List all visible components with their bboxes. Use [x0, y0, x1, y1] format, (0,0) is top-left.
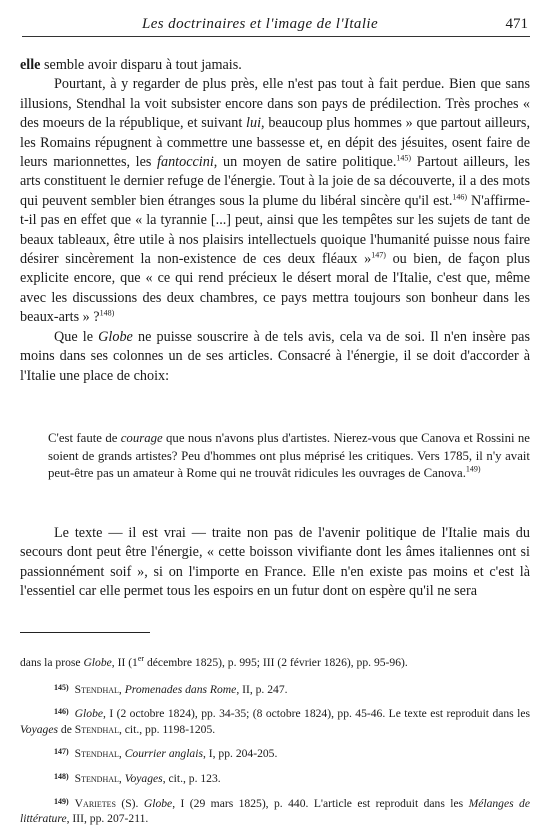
- paragraph-2: [20, 75, 530, 327]
- footnote-title: Mélanges de littérature: [20, 796, 530, 826]
- quote-paragraph: [48, 430, 530, 483]
- text-span: Que le: [54, 328, 99, 345]
- text-span: Partout ailleurs, les arts constituent le dernier refuge de l'énergie. Tout à la joie de sa découverte, il a des mots qui peuvent sembler bien étranges sous la plume du libéral sincère qu'il est.: [20, 154, 530, 209]
- text-span: , beaucoup plus hommes » que partout ailleurs, les Romains répugnent à commettre une bassesse et, en dépit des jésuites, osent faire de leurs marionnettes, les: [20, 115, 530, 171]
- text-span: N'affirme-t-il pas en effet que « la tyrannie [...] peut, ainsi que les tempêtes sur les sujets de tant de beaux tableaux, être utile à nos plaisirs intellectuels quoique l'humanité puisse nous faire désirer sincèrement la non-existence de ces deux fléaux »: [20, 192, 531, 268]
- footnote-author: Stendhal: [74, 722, 119, 736]
- text-span: , I (29 mars 1825), p. 440. L'article est reproduit dans les: [172, 796, 469, 810]
- text-span: , cit., pp. 1198-1205.: [118, 722, 216, 736]
- paragraph-1: [20, 56, 530, 75]
- text-span: semble avoir disparu à tout jamais.: [40, 57, 242, 73]
- text-span: , II, p. 247.: [236, 682, 288, 696]
- footnote-number: 147): [54, 747, 69, 757]
- footnote-ref-146: 146): [452, 192, 468, 202]
- footnote-author: Stendhal: [74, 771, 119, 785]
- footnotes: [20, 655, 530, 834]
- footnote-number: 149): [54, 796, 69, 806]
- footnote-number: 148): [54, 771, 69, 781]
- running-header: [22, 14, 530, 37]
- italic-span: lui: [246, 115, 262, 132]
- footnote-146: [20, 704, 530, 737]
- text-span: , III, pp. 207-211.: [66, 812, 149, 826]
- block-quote: [48, 430, 530, 483]
- text-span: , I (2 octobre 1824), pp. 34-35; (8 octobre 1824), pp. 45-46. Le texte est reproduit dans les: [103, 707, 530, 721]
- footnote-author: Stendhal: [74, 747, 119, 761]
- footnote-147: $^{147)}$ Stendhal, Courrier anglais, I, pp. 204-205.: [54, 747, 278, 761]
- footnote-title: Courrier anglais: [124, 747, 203, 761]
- text-span: , I, pp. 204-205.: [202, 747, 278, 761]
- footnote-title: Voyages: [20, 722, 58, 736]
- footnote-rule: [20, 632, 150, 633]
- footnote-title: Promenades dans Rome: [124, 682, 237, 696]
- footnote-number: 146): [54, 707, 69, 717]
- footnote-number: 145): [54, 682, 69, 692]
- text-span: Pourtant, à y regarder de plus près, elle n'est pas tout à fait perdue. Bien que sans illusions, Stendhal la voit subsister encore dans son pays de prédilection. Très proches « des moeurs de la république, et suivant: [20, 76, 530, 132]
- footnote-author: Stendhal: [74, 682, 119, 696]
- main-text-continued: [20, 524, 530, 602]
- footnote-148: $^{148)}$ Stendhal, Voyages, cit., p. 123.: [54, 771, 221, 785]
- footnote-title: Globe: [74, 707, 104, 721]
- text-span: que nous n'avons plus d'artistes. Nierez-vous que Canova et Rossini ne soient de grands artistes? Peu d'hommes ont plus méprisé les critiques. Vers 1785, il n'y avait peut-être pas un amateur à Rome qui ne trouvât ridicules les ouvrages de Canova.: [48, 431, 530, 481]
- superscript: er: [137, 654, 145, 664]
- text-span: ou bien, de façon plus explicite encore, que « ce qui rend précieux le désert moral de l'Italie, c'est que, même avec les discussions des deux chambres, ce pays mettra toujours son bonheur dans les beaux-arts » ?: [20, 251, 530, 326]
- text-span: dans la prose: [20, 656, 84, 669]
- text-span: , cit., p. 123.: [162, 771, 221, 785]
- footnote-ref-149: 149): [465, 464, 481, 474]
- text-span: décembre 1825), p. 995; III (2 février 1826), pp. 95-96).: [144, 656, 408, 669]
- running-title: Les doctrinaires et l'image de l'Italie: [142, 16, 379, 32]
- footnote-title: Globe: [143, 796, 173, 810]
- text-span: ne puisse souscrire à de tels avis, cela va de soi. Il n'en insère pas moins dans ses colonnes un de ses articles. Consacré à l'énergie, il se doit d'accorder à l'Italie une place de choix:: [20, 328, 530, 384]
- footnote-ref-148: 148): [99, 308, 115, 318]
- footnote-continuation: [20, 655, 530, 671]
- main-text: [20, 56, 530, 386]
- italic-span: courage: [120, 431, 163, 445]
- footnote-title: Voyages: [124, 771, 163, 785]
- text-span: , un moyen de satire politique.: [213, 154, 397, 171]
- footnote-ref-147: 147): [371, 250, 386, 260]
- paragraph-4: Le texte — il est vrai — traite non pas de l'avenir politique de l'Italie mais du secours dont peut être l'énergie, « cette boisson vivifiante dont les âmes italiennes ont si passionnément soif », si on l'importe en France. Elle n'en existe pas moins et c'est là l'essentiel car elle permet tous les espoirs en un futur dont on espère qu'il ne sera: [20, 525, 530, 600]
- page-number: 471: [505, 16, 528, 32]
- text-span: C'est faute de: [48, 431, 121, 445]
- footnote-author: Varietes: [74, 796, 116, 810]
- italic-span: Globe: [83, 656, 112, 669]
- footnote-ref-145: 145): [396, 153, 412, 163]
- paragraph-3: [20, 328, 530, 386]
- text-span: , II (1: [111, 656, 138, 669]
- text-span: (S).: [115, 796, 144, 810]
- text-span: de: [58, 722, 75, 736]
- italic-span: Globe: [98, 328, 133, 345]
- italic-span: fantoccini: [157, 154, 214, 171]
- footnote-149: [20, 794, 530, 827]
- footnote-145: $^{145)}$ Stendhal, Promenades dans Rome, II, p. 247.: [54, 682, 288, 696]
- text-span: elle: [20, 57, 41, 73]
